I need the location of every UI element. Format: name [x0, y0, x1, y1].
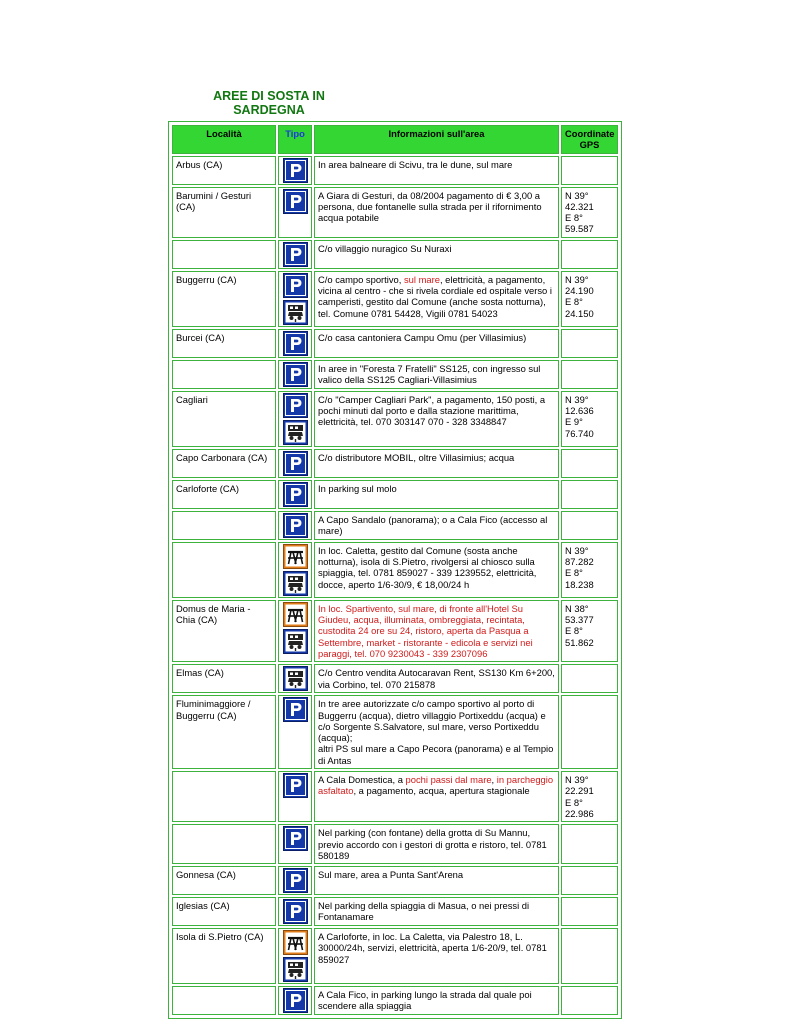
gps-line: 12.636	[565, 405, 594, 417]
cell-info	[314, 511, 559, 540]
cell-localita: Arbus (CA)	[172, 156, 276, 185]
camper-service-icon	[283, 666, 308, 691]
cell-info	[314, 156, 559, 185]
cell-gps	[561, 771, 618, 822]
cell-gps	[561, 511, 618, 540]
cell-localita: Isola di S.Pietro (CA)	[172, 928, 276, 984]
parking-icon	[283, 899, 308, 924]
info-text: , elettricità, a pagamento, vicina al centro - che si rivela cordiale ed ospitale verso i camperisti, gestito dal Comune (anche sosta notturna), tel. Comune 0781 54428, Vigili 0781 54023	[318, 273, 552, 319]
cell-localita: Buggerru (CA)	[172, 271, 276, 327]
cell-info	[314, 480, 559, 509]
parking-icon	[283, 393, 308, 418]
header-localita: Località	[172, 125, 276, 154]
cell-gps	[561, 664, 618, 693]
table-row	[172, 600, 618, 662]
gps-line: E 8° 51.862	[565, 625, 594, 648]
cell-gps	[561, 897, 618, 926]
info-text: Sul mare, area a Punta Sant'Arena	[318, 869, 464, 881]
cell-localita: Barumini / Gesturi (CA)	[172, 187, 276, 238]
parking-icon	[283, 513, 308, 538]
parking-icon	[283, 362, 308, 387]
parking-icon	[283, 868, 308, 893]
cell-localita: Iglesias (CA)	[172, 897, 276, 926]
gps-line: N 39°	[565, 774, 589, 786]
cell-localita	[172, 360, 276, 389]
cell-tipo	[278, 600, 312, 662]
gps-line: N 38°	[565, 602, 589, 614]
cell-info	[314, 600, 559, 662]
cell-gps	[561, 329, 618, 358]
cell-localita: Gonnesa (CA)	[172, 866, 276, 895]
camper-service-icon	[283, 629, 308, 654]
gps-line: E 8° 59.587	[565, 212, 594, 235]
gps-line: N 39°	[565, 393, 589, 405]
cell-info	[314, 240, 559, 269]
info-text: In loc. Spartivento, sul mare, di fronte all'Hotel Su Giudeu, acqua, illuminata, ombreggiata, recintata, custodita 24 ore su 24, ristoro, aperta da Pasqua a Settembre, market - ristorante - edicola e servizi nei paraggi, tel. 070 9230043 - 339 2307096	[318, 602, 533, 659]
table-row	[172, 542, 618, 598]
cell-info	[314, 928, 559, 984]
parking-icon	[283, 158, 308, 183]
header-gps: Coordinate GPS	[561, 125, 618, 154]
cell-localita: Domus de Maria - Chia (CA)	[172, 600, 276, 662]
camper-service-icon	[283, 300, 308, 325]
gps-line: 87.282	[565, 556, 594, 568]
cell-tipo	[278, 271, 312, 327]
parking-icon	[283, 988, 308, 1013]
header-tipo: Tipo	[278, 125, 312, 154]
cell-tipo	[278, 542, 312, 598]
info-text: Nel parking della spiaggia di Masua, o nei pressi di Fontanamare	[318, 900, 530, 923]
cell-tipo	[278, 156, 312, 185]
table-body	[172, 156, 618, 1016]
cell-tipo	[278, 695, 312, 769]
cell-gps	[561, 156, 618, 185]
table-row	[172, 928, 618, 984]
gps-line: 22.291	[565, 785, 594, 797]
cell-localita: Carloforte (CA)	[172, 480, 276, 509]
info-text: in parcheggio asfaltato	[318, 774, 554, 797]
info-text: pochi passi dal mare	[405, 774, 492, 786]
cell-localita	[172, 986, 276, 1015]
table-row	[172, 391, 618, 447]
table-row	[172, 187, 618, 238]
cell-tipo	[278, 824, 312, 864]
cell-info	[314, 897, 559, 926]
cell-tipo	[278, 391, 312, 447]
info-text: In aree in "Foresta 7 Fratelli" SS125, con ingresso sul valico della SS125 Cagliari-Villasimius	[318, 362, 541, 386]
cell-localita	[172, 511, 276, 540]
cell-tipo	[278, 986, 312, 1015]
info-text: altri PS sul mare a Capo Pecora (panorama) e al Tempio di Antas	[318, 743, 554, 766]
info-text: A Carloforte, in loc. La Caletta, via Palestro 18, L. 30000/24h, servizi, elettricità, aperta 1/6-20/9, tel. 0781 859027	[318, 931, 547, 965]
cell-localita: Cagliari	[172, 391, 276, 447]
info-text: In tre aree autorizzate c/o campo sportivo al porto di Buggerru (acqua), dietro villaggio Portixeddu (acqua) e c/o Sorgente S.Salvatore, sul mare, verso Portixeddu (acqua);	[318, 698, 546, 744]
cell-info	[314, 360, 559, 389]
info-text: sul mare	[403, 273, 440, 285]
cell-tipo	[278, 771, 312, 822]
areas-table-frame	[168, 121, 622, 1019]
parking-icon	[283, 273, 308, 298]
table-row	[172, 449, 618, 478]
parking-icon	[283, 826, 308, 851]
cell-localita	[172, 240, 276, 269]
table-row	[172, 271, 618, 327]
cell-localita	[172, 542, 276, 598]
info-text: In parking sul molo	[318, 482, 397, 494]
table-row	[172, 240, 618, 269]
info-text: C/o villaggio nuragico Su Nuraxi	[318, 242, 452, 254]
info-text: C/o distributore MOBIL, oltre Villasimius; acqua	[318, 451, 515, 463]
cell-localita: Fluminimaggiore / Buggerru (CA)	[172, 695, 276, 769]
cell-gps	[561, 986, 618, 1015]
table-row	[172, 480, 618, 509]
parking-icon	[283, 451, 308, 476]
info-text: In area balneare di Scivu, tra le dune, sul mare	[318, 158, 513, 170]
gps-line: E 8° 24.150	[565, 296, 594, 319]
info-text: , a pagamento, acqua, apertura stagionale	[353, 785, 530, 797]
cell-localita: Elmas (CA)	[172, 664, 276, 693]
areas-table	[170, 123, 620, 1017]
cell-tipo	[278, 511, 312, 540]
cell-gps	[561, 240, 618, 269]
cell-localita	[172, 771, 276, 822]
picnic-area-icon	[283, 544, 308, 569]
gps-line: N 39°	[565, 273, 589, 285]
cell-gps	[561, 824, 618, 864]
cell-info	[314, 986, 559, 1015]
header-info: Informazioni sull'area	[314, 125, 559, 154]
page-title: AREE DI SOSTA IN SARDEGNA	[213, 89, 325, 117]
cell-tipo	[278, 449, 312, 478]
table-row	[172, 360, 618, 389]
table-row	[172, 329, 618, 358]
gps-line: 53.377	[565, 614, 594, 626]
cell-info	[314, 542, 559, 598]
cell-gps	[561, 360, 618, 389]
cell-gps	[561, 600, 618, 662]
camper-service-icon	[283, 420, 308, 445]
parking-icon	[283, 482, 308, 507]
info-text: C/o casa cantoniera Campu Omu (per Villasimius)	[318, 331, 527, 343]
info-text: C/o campo sportivo,	[318, 273, 404, 285]
table-row	[172, 511, 618, 540]
cell-info	[314, 695, 559, 769]
parking-icon	[283, 242, 308, 267]
gps-line: E 8° 18.238	[565, 567, 594, 590]
cell-info	[314, 271, 559, 327]
cell-tipo	[278, 360, 312, 389]
cell-gps	[561, 391, 618, 447]
camper-service-icon	[283, 571, 308, 596]
gps-line: 42.321	[565, 200, 594, 212]
cell-info	[314, 329, 559, 358]
info-text: ,	[491, 774, 497, 786]
parking-icon	[283, 331, 308, 356]
cell-gps	[561, 928, 618, 984]
cell-gps	[561, 271, 618, 327]
cell-gps	[561, 480, 618, 509]
info-text: In loc. Caletta, gestito dal Comune (sosta anche notturna), isola di S.Pietro, rivolgersi al chiosco sulla spiaggia, tel. 0781 859027 - 339 1239552, elettricità, docce, aperto 1/6-30/9, € 18,00/24 h	[318, 544, 537, 590]
cell-tipo	[278, 240, 312, 269]
cell-localita: Burcei (CA)	[172, 329, 276, 358]
cell-info	[314, 187, 559, 238]
picnic-area-icon	[283, 930, 308, 955]
gps-line: 24.190	[565, 285, 594, 297]
cell-info	[314, 449, 559, 478]
table-row	[172, 866, 618, 895]
cell-info	[314, 391, 559, 447]
table-row	[172, 664, 618, 693]
cell-info	[314, 771, 559, 822]
cell-info	[314, 824, 559, 864]
gps-line: E 8° 22.986	[565, 796, 594, 819]
table-row	[172, 695, 618, 769]
info-text: Nel parking (con fontane) della grotta di Su Mannu, previo accordo con i gestori di grotta e ristoro, tel. 0781 580189	[318, 827, 547, 861]
gps-line: E 9° 76.740	[565, 416, 594, 439]
info-text: A Capo Sandalo (panorama); o a Cala Fico (accesso al mare)	[318, 513, 548, 537]
cell-gps	[561, 866, 618, 895]
header-row	[172, 125, 618, 154]
cell-gps	[561, 187, 618, 238]
cell-localita: Capo Carbonara (CA)	[172, 449, 276, 478]
info-text: A Cala Domestica, a	[318, 774, 406, 786]
gps-line: N 39°	[565, 189, 589, 201]
table-row	[172, 986, 618, 1015]
parking-icon	[283, 773, 308, 798]
cell-tipo	[278, 866, 312, 895]
table-row	[172, 824, 618, 864]
gps-line: N 39°	[565, 544, 589, 556]
picnic-area-icon	[283, 602, 308, 627]
cell-tipo	[278, 187, 312, 238]
cell-gps	[561, 449, 618, 478]
camper-service-icon	[283, 957, 308, 982]
cell-gps	[561, 542, 618, 598]
cell-tipo	[278, 928, 312, 984]
info-text: A Cala Fico, in parking lungo la strada dal quale poi scendere alla spiaggia	[318, 989, 532, 1012]
info-text: C/o "Camper Cagliari Park", a pagamento, 150 posti, a pochi minuti dal porto e dalla stazione marittima, elettricità, tel. 070 303147 070 - 328 3348847	[318, 393, 546, 428]
cell-tipo	[278, 664, 312, 693]
cell-info	[314, 866, 559, 895]
info-text: A Giara di Gesturi, da 08/2004 pagamento di € 3,00 a persona, due fontanelle sulla strada per il rifornimento acqua potabile	[318, 189, 542, 224]
cell-tipo	[278, 897, 312, 926]
cell-gps	[561, 695, 618, 769]
cell-tipo	[278, 480, 312, 509]
cell-localita	[172, 824, 276, 864]
parking-icon	[283, 189, 308, 214]
parking-icon	[283, 697, 308, 722]
table-row	[172, 897, 618, 926]
cell-info	[314, 664, 559, 693]
info-text: C/o Centro vendita Autocaravan Rent, SS130 Km 6+200, via Corbino, tel. 070 215878	[318, 667, 555, 690]
table-row	[172, 771, 618, 822]
table-row	[172, 156, 618, 185]
cell-tipo	[278, 329, 312, 358]
